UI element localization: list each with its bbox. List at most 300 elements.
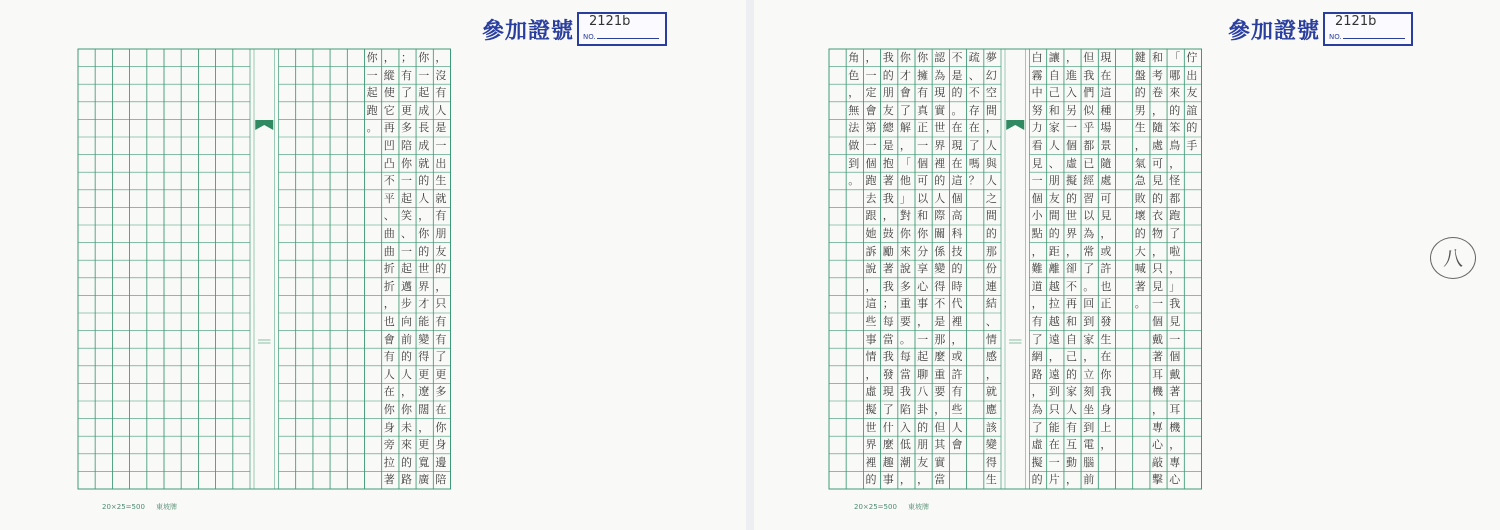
grid-char: 經 [1083, 174, 1095, 188]
grid-char: ， [1100, 438, 1112, 452]
grid-char: 間 [985, 103, 997, 117]
grid-char: 跑 [865, 174, 877, 188]
grid-char: ， [1065, 244, 1077, 258]
grid-char: 了 [1031, 332, 1043, 346]
grid-char: 立 [1083, 367, 1095, 381]
grid-char: 只 [435, 297, 447, 311]
grid-char: 這 [865, 297, 877, 311]
grid-char: 陷 [899, 403, 911, 416]
grid-maker: 東坡牌 [156, 503, 178, 511]
grid-char: ？ [968, 174, 980, 188]
grid-char: 現 [1100, 51, 1112, 64]
grid-char: 有 [435, 332, 447, 346]
grid-char: 路 [400, 473, 412, 487]
grid-char: 在 [1048, 438, 1060, 452]
grid-char: 在 [1100, 68, 1112, 82]
grid-char: 、 [968, 68, 980, 82]
grid-char: 有 [400, 68, 412, 82]
grid-char: 更 [435, 367, 447, 381]
grid-char: 專 [1151, 420, 1163, 434]
grid-char: 急 [1134, 174, 1146, 188]
grid-char: 凹 [383, 139, 395, 152]
grid-char: ， [1100, 227, 1112, 240]
grid-char: 變 [985, 438, 997, 452]
grid-char: 物 [1151, 227, 1163, 240]
grid-char: 疏 [968, 51, 980, 64]
grid-char: 會 [899, 86, 911, 100]
grid-char: ， [848, 86, 860, 100]
grid-char: 技 [951, 244, 963, 258]
grid-char: 衣 [1151, 209, 1163, 223]
grid-char: 世 [418, 262, 430, 276]
grid-char: ， [865, 51, 877, 64]
grid-char: 不 [951, 51, 963, 64]
grid-char: 感 [985, 350, 997, 364]
grid-char: 互 [1065, 438, 1077, 452]
grid-char: 或 [1100, 244, 1112, 258]
grid-char: 正 [1100, 297, 1112, 311]
grid-char: 處 [1151, 139, 1163, 152]
grid-char: 些 [951, 403, 963, 416]
grid-char: 是 [951, 68, 963, 82]
grid-char: 你 [917, 51, 929, 64]
grid-char: 跟 [865, 209, 877, 223]
grid-char: 「 [1169, 51, 1181, 64]
grid-char: 有 [435, 209, 447, 223]
exam-number-box [577, 12, 667, 46]
grid-char: 也 [1100, 279, 1112, 293]
grid-char: 怪 [1169, 174, 1181, 188]
grid-char: ， [985, 121, 997, 135]
grid-char: 笨 [1169, 121, 1181, 135]
grid-char: 點 [1031, 227, 1043, 240]
grid-char: 難 [1031, 262, 1043, 276]
grid-char: 低 [899, 438, 911, 452]
grid-char: 縱 [383, 68, 395, 82]
grid-char: ， [418, 209, 430, 223]
grid-char: 刻 [1083, 385, 1095, 399]
grid-char: 白 [1031, 51, 1043, 64]
grid-char: 了 [1031, 420, 1043, 434]
grid-char: 係 [934, 244, 946, 258]
grid-char: 裡 [951, 315, 963, 328]
grid-char: 人 [1048, 139, 1060, 152]
grid-char: 闊 [418, 403, 430, 416]
grid-char: 科 [951, 227, 963, 240]
grid-char: 在 [1100, 350, 1112, 364]
grid-char: 向 [400, 315, 412, 328]
grid-char: 每 [882, 315, 894, 328]
grid-char: 就 [418, 156, 430, 170]
grid-char: 的 [1186, 121, 1198, 135]
grid-char: 許 [1100, 262, 1112, 276]
grid-char: 處 [1100, 174, 1112, 188]
grid-char: 著 [1169, 385, 1181, 399]
no-label: NO. [583, 33, 596, 41]
grid-char: 友 [435, 244, 447, 258]
grid-char: 片 [1048, 473, 1060, 487]
grid-char: ， [1151, 103, 1163, 117]
grid-char: ， [1169, 438, 1181, 452]
grid-char: 網 [1031, 350, 1043, 364]
grid-char: 去 [865, 191, 877, 205]
grid-char: 色 [848, 68, 860, 82]
grid-char: 實 [934, 455, 946, 469]
grid-char: 一 [400, 244, 412, 258]
grid-char: 到 [1083, 420, 1095, 434]
grid-char: 生 [1134, 121, 1146, 135]
grid-char: 能 [418, 315, 430, 328]
grid-char: 擬 [1065, 174, 1077, 188]
grid-char: 聊 [917, 367, 929, 381]
grid-char: 讓 [1048, 51, 1060, 64]
grid-char: 麼 [882, 438, 894, 452]
grid-char: 個 [1065, 139, 1077, 152]
grid-char: 更 [400, 103, 412, 117]
grid-char: 人 [934, 191, 946, 205]
grid-char: 時 [951, 279, 963, 293]
grid-char: 你 [418, 227, 430, 240]
grid-char: 只 [1048, 403, 1060, 416]
grid-char: 起 [400, 191, 412, 205]
grid-char: 間 [985, 209, 997, 223]
grid-char: 友 [1048, 191, 1060, 205]
grid-char: 分 [917, 244, 929, 258]
grid-char: 家 [1048, 121, 1060, 135]
grid-char: 大 [1134, 244, 1146, 258]
grid-char: 心 [1169, 473, 1181, 487]
grid-char: 出 [435, 156, 447, 170]
grid-char: 你 [899, 227, 911, 240]
grid-char: 」 [899, 191, 911, 205]
grid-char: 景 [1100, 139, 1112, 152]
grid-char: 一 [917, 139, 929, 152]
grid-char: 路 [1031, 367, 1043, 381]
grid-char: ， [1031, 385, 1043, 399]
grid-char: 實 [934, 103, 946, 117]
grid-char: 麼 [934, 350, 946, 364]
grid-char: 到 [1048, 385, 1060, 399]
grid-char: 折 [383, 262, 395, 276]
grid-char: 長 [418, 121, 430, 135]
grid-char: 一 [1065, 121, 1077, 135]
grid-char: 擬 [1031, 455, 1043, 469]
grid-char: 人 [985, 174, 997, 188]
grid-char: 。 [899, 332, 911, 346]
grid-char: 她 [865, 227, 877, 240]
grid-char: 的 [400, 455, 412, 469]
grid-char: 得 [985, 455, 997, 469]
grid-char: ， [435, 279, 447, 293]
exam-number-label: 參加證號 [1228, 17, 1321, 44]
grid-char: 旁 [383, 438, 395, 452]
grid-char: ， [882, 209, 894, 223]
grid-char: 有 [1031, 315, 1043, 328]
grid-char: 一 [1151, 297, 1163, 311]
grid-char: 、 [985, 315, 997, 328]
grid-char: 努 [1031, 103, 1043, 117]
grid-char: 腦 [1083, 455, 1095, 469]
grid-char: 起 [418, 86, 430, 100]
grid-char: 我 [882, 51, 894, 64]
grid-char: 我 [882, 279, 894, 293]
grid-char: 但 [934, 420, 946, 434]
grid-char: 代 [951, 297, 963, 311]
grid-char: 擊 [1151, 473, 1163, 487]
grid-char: 會 [951, 438, 963, 452]
grid-char: ， [951, 332, 963, 346]
manuscript-grid [828, 48, 1203, 491]
grid-char: ， [1151, 403, 1163, 416]
grid-char: 為 [1083, 227, 1095, 240]
grid-char: 跑 [366, 103, 378, 117]
grid-char: 每 [899, 350, 911, 364]
grid-char: 個 [865, 156, 877, 170]
grid-char: 有 [951, 385, 963, 399]
grid-char: 多 [899, 279, 911, 293]
grid-char: 也 [383, 315, 395, 328]
grid-char: 或 [951, 350, 963, 364]
grid-char: ， [1065, 51, 1077, 64]
grid-char: ， [1065, 473, 1077, 487]
grid-char: 朋 [917, 438, 929, 452]
grid-char: 出 [1186, 68, 1198, 82]
grid-char: 些 [865, 315, 877, 328]
grid-char: 你 [435, 420, 447, 434]
grid-char: 重 [934, 367, 946, 381]
grid-char: ， [1031, 244, 1043, 258]
grid-char: 和 [1065, 315, 1077, 328]
grid-char: 發 [882, 367, 894, 381]
grid-char: 習 [1083, 191, 1095, 205]
grid-char: 一 [400, 174, 412, 188]
grid-char: 手 [1186, 139, 1198, 152]
grid-char: 家 [1083, 332, 1095, 346]
grid-char: 喊 [1134, 262, 1146, 276]
grid-char: 訴 [865, 244, 877, 258]
grid-char: 成 [418, 139, 430, 152]
grid-char: 你 [383, 403, 395, 416]
grid-char: 的 [1169, 103, 1181, 117]
grid-char: 中 [1031, 86, 1043, 100]
grid-char: 在 [951, 156, 963, 170]
grid-char: 曲 [383, 227, 395, 240]
grid-char: 在 [435, 403, 447, 416]
grid-char: 起 [400, 262, 412, 276]
grid-char: 現 [934, 86, 946, 100]
grid-char: 耳 [1151, 367, 1163, 381]
grid-char: 多 [435, 385, 447, 399]
grid-char: 裡 [934, 156, 946, 170]
grid-char: 的 [985, 227, 997, 240]
grid-char: ， [1134, 139, 1146, 152]
grid-char: 關 [934, 227, 946, 240]
grid-char: 我 [1169, 297, 1181, 311]
grid-char: 個 [1031, 191, 1043, 205]
grid-char: 。 [1134, 297, 1146, 311]
grid-char: 是 [882, 139, 894, 152]
grid-char: 笑 [400, 209, 412, 223]
page-mark: 八 [1430, 237, 1476, 279]
grid-char: 可 [917, 174, 929, 188]
grid-char: 現 [951, 139, 963, 152]
grid-char: 虛 [1065, 156, 1077, 170]
grid-char: 步 [400, 297, 412, 311]
grid-char: 再 [383, 121, 395, 135]
grid-char: 們 [1083, 86, 1095, 100]
grid-char: 邊 [435, 455, 447, 469]
grid-char: ， [435, 51, 447, 64]
grid-char: 存 [968, 103, 980, 117]
grid-char: 是 [934, 315, 946, 328]
grid-char: 身 [435, 438, 447, 452]
grid-char: 世 [1065, 209, 1077, 223]
grid-char: 那 [934, 332, 946, 346]
grid-char: 寬 [418, 455, 430, 469]
grid-maker: 東坡牌 [908, 503, 930, 511]
grid-char: 來 [1169, 86, 1181, 100]
grid-char: ； [400, 51, 412, 64]
grid-char: 未 [400, 420, 412, 434]
grid-char: 你 [418, 51, 430, 64]
grid-char: ， [1048, 350, 1060, 364]
grid-char: 起 [366, 86, 378, 100]
grid-char: 界 [1065, 227, 1077, 240]
grid-char: 和 [917, 209, 929, 223]
grid-char: ， [400, 385, 412, 399]
grid-char: 之 [985, 191, 997, 205]
grid-char: 有 [435, 86, 447, 100]
grid-char: 誼 [1186, 103, 1198, 117]
grid-char: 有 [435, 315, 447, 328]
grid-char: 盤 [1134, 68, 1146, 82]
grid-char: 世 [934, 121, 946, 135]
grid-char: 重 [899, 297, 911, 311]
grid-char: 變 [934, 262, 946, 276]
grid-char: 人 [951, 420, 963, 434]
grid-char: 前 [1083, 473, 1095, 487]
grid-char: ， [383, 297, 395, 311]
grid-char: 但 [1083, 51, 1095, 64]
grid-char: 入 [1065, 86, 1077, 100]
grid-char: 看 [1031, 139, 1043, 152]
grid-char: 身 [383, 420, 395, 434]
grid-char: 一 [1169, 332, 1181, 346]
grid-char: 那 [985, 244, 997, 258]
grid-char: 更 [418, 438, 430, 452]
grid-char: ， [899, 139, 911, 152]
grid-char: 界 [934, 139, 946, 152]
grid-char: 第 [865, 121, 877, 135]
grid-char: 都 [1083, 139, 1095, 152]
grid-char: 自 [1065, 332, 1077, 346]
grid-char: 份 [985, 262, 997, 276]
grid-char: 平 [383, 191, 395, 205]
grid-footer [854, 502, 929, 512]
grid-char: 的 [951, 86, 963, 100]
grid-char: 夢 [985, 51, 997, 64]
grid-char: 了 [899, 103, 911, 117]
grid-char: 遼 [418, 385, 430, 399]
grid-char: 法 [848, 121, 860, 135]
grid-char: 一 [1031, 174, 1043, 188]
grid-char: ， [985, 367, 997, 381]
grid-char: 的 [1134, 86, 1146, 100]
grid-char: 一 [1048, 455, 1060, 469]
grid-char: 、 [400, 227, 412, 240]
grid-char: 朋 [882, 86, 894, 100]
grid-char: 擁 [917, 68, 929, 82]
grid-char: 結 [985, 297, 997, 311]
grid-char: 氣 [1134, 156, 1146, 170]
grid-char: 了 [1169, 227, 1181, 240]
grid-char: 定 [865, 86, 877, 100]
grid-char: 的 [882, 68, 894, 82]
grid-char: 機 [1169, 420, 1181, 434]
grid-char: 朋 [1048, 174, 1060, 188]
grid-spec: 20×25=500 [102, 503, 145, 511]
grid-spec: 20×25=500 [854, 503, 897, 511]
grid-char: 與 [985, 156, 997, 170]
grid-char: 心 [1151, 438, 1163, 452]
grid-char: 你 [917, 227, 929, 240]
grid-char: 嗎 [968, 156, 980, 170]
grid-char: 一 [917, 332, 929, 346]
gutter-marker [255, 120, 273, 130]
grid-char: 在 [383, 385, 395, 399]
grid-char: 家 [1065, 385, 1077, 399]
manuscript-grid [77, 48, 452, 491]
grid-char: 現 [882, 385, 894, 399]
grid-char: 高 [951, 209, 963, 223]
grid-char: 遠 [1048, 332, 1060, 346]
grid-char: 連 [985, 279, 997, 293]
grid-char: 霧 [1031, 68, 1043, 82]
grid-char: 你 [400, 403, 412, 416]
grid-char: 潮 [899, 455, 911, 469]
grid-char: 再 [1065, 297, 1077, 311]
grid-char: 友 [917, 455, 929, 469]
gutter-marker [1006, 120, 1024, 130]
grid-char: 著 [1151, 350, 1163, 364]
grid-char: 不 [934, 297, 946, 311]
grid-char: 生 [435, 174, 447, 188]
grid-char: 許 [951, 367, 963, 381]
grid-char: 。 [848, 174, 860, 188]
grid-char: 你 [366, 51, 378, 64]
grid-char: 說 [899, 262, 911, 276]
grid-char: 解 [899, 121, 911, 135]
grid-char: 跑 [1169, 209, 1181, 223]
grid-char: 己 [1048, 86, 1060, 100]
grid-char: 邁 [400, 279, 412, 293]
grid-char: 的 [865, 473, 877, 487]
grid-char: ， [917, 315, 929, 328]
grid-char: ， [1169, 156, 1181, 170]
grid-char: 他 [899, 174, 911, 188]
grid-char: 發 [1100, 315, 1112, 328]
grid-footer [102, 502, 177, 512]
grid-char: 「 [899, 156, 911, 170]
grid-char: 和 [1048, 103, 1060, 117]
grid-char: 到 [848, 156, 860, 170]
grid-char: 什 [882, 420, 894, 434]
grid-char: 陪 [400, 139, 412, 152]
exam-number-box [1323, 12, 1413, 46]
grid-char: 敲 [1151, 455, 1163, 469]
grid-char: 己 [1065, 350, 1077, 364]
grid-char: 隨 [1100, 156, 1112, 170]
